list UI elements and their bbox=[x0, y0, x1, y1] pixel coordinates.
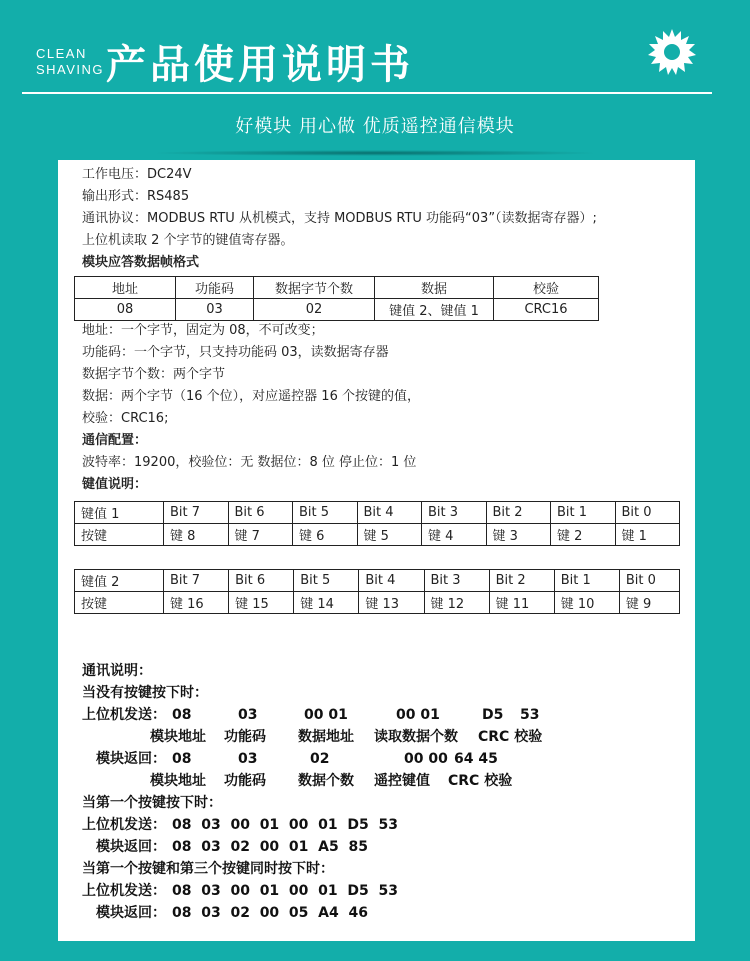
field-desc: 功能码 bbox=[224, 729, 266, 745]
data-line: 数据：两个字节（16 个位），对应遥控器 16 个按键的值， bbox=[82, 389, 420, 404]
table-cell: Bit 3 bbox=[422, 502, 487, 524]
table-cell: Bit 1 bbox=[551, 502, 616, 524]
table-cell: 校验 bbox=[494, 277, 599, 299]
key2-key-row bbox=[75, 592, 680, 614]
hex-byte: 64 45 bbox=[454, 751, 498, 767]
table-cell: 键 4 bbox=[422, 524, 487, 546]
brand-line-1: CLEAN bbox=[36, 46, 87, 61]
table-cell: 03 bbox=[176, 299, 254, 321]
first-key-title: 当第一个按键按下时： bbox=[82, 795, 222, 811]
no-key-send-row bbox=[82, 704, 540, 726]
table-cell: 键值 2 bbox=[75, 570, 164, 592]
decorative-shadow bbox=[150, 150, 600, 156]
output-line: 输出形式：RS485 bbox=[82, 189, 190, 204]
communication-section bbox=[82, 660, 543, 924]
table-cell: 按键 bbox=[75, 592, 164, 614]
key-value-2-table bbox=[74, 569, 680, 614]
frame-table-value-row bbox=[75, 299, 599, 321]
table-cell: 键 6 bbox=[293, 524, 358, 546]
table-cell: 键 5 bbox=[357, 524, 422, 546]
table-cell: 02 bbox=[254, 299, 375, 321]
config-line: 波特率：19200，校验位：无 数据位：8 位 停止位：1 位 bbox=[82, 455, 417, 470]
table-cell: Bit 5 bbox=[293, 502, 358, 524]
table-cell: Bit 0 bbox=[615, 502, 680, 524]
hex-byte: 00 01 bbox=[304, 707, 348, 723]
hex-byte: 53 bbox=[520, 707, 540, 723]
hex-sequence: 08 03 00 01 00 01 D5 53 bbox=[172, 883, 398, 899]
table-cell: 键 12 bbox=[424, 592, 489, 614]
return-label: 模块返回： bbox=[96, 839, 166, 855]
brand-line-2: SHAVING bbox=[36, 62, 105, 77]
table-cell: Bit 4 bbox=[359, 570, 424, 592]
table-cell: Bit 7 bbox=[164, 502, 229, 524]
hex-sequence: 08 03 02 00 01 A5 85 bbox=[172, 839, 368, 855]
table-cell: 键值 2、键值 1 bbox=[375, 299, 494, 321]
table-cell: 键 1 bbox=[615, 524, 680, 546]
protocol-line-2: 上位机读取 2 个字节的键值寄存器。 bbox=[82, 233, 294, 248]
table-cell: 键 9 bbox=[619, 592, 679, 614]
first-key-return-row bbox=[82, 836, 368, 858]
table-cell: Bit 1 bbox=[554, 570, 619, 592]
key1-bit-row bbox=[75, 502, 680, 524]
hex-sequence: 08 03 00 01 00 01 D5 53 bbox=[172, 817, 398, 833]
table-cell: 键 8 bbox=[164, 524, 229, 546]
send-label: 上位机发送： bbox=[82, 817, 166, 833]
send-label: 上位机发送： bbox=[82, 707, 166, 723]
table-cell: 功能码 bbox=[176, 277, 254, 299]
field-desc: 数据地址 bbox=[298, 729, 354, 745]
table-cell: 键 3 bbox=[486, 524, 551, 546]
key2-bit-row bbox=[75, 570, 680, 592]
table-cell: 键 11 bbox=[489, 592, 554, 614]
hex-byte: 02 bbox=[310, 751, 330, 767]
byte-count-line: 数据字节个数：两个字节 bbox=[82, 367, 226, 382]
field-desc: CRC 校验 bbox=[448, 773, 513, 789]
function-code-line: 功能码：一个字节，只支持功能码 03，读数据寄存器 bbox=[82, 345, 389, 360]
first-third-send-row bbox=[82, 880, 398, 902]
table-cell: Bit 4 bbox=[357, 502, 422, 524]
sunburst-logo-icon bbox=[648, 28, 696, 76]
field-desc: 模块地址 bbox=[150, 773, 206, 789]
no-key-return-desc-row bbox=[82, 770, 513, 792]
table-cell: 键 2 bbox=[551, 524, 616, 546]
hex-byte: 03 bbox=[238, 707, 258, 723]
table-cell: 键 15 bbox=[229, 592, 294, 614]
voltage-line: 工作电压：DC24V bbox=[82, 167, 192, 182]
field-desc: 读取数据个数 bbox=[374, 729, 458, 745]
protocol-line: 通讯协议：MODBUS RTU 从机模式，支持 MODBUS RTU 功能码“03”（读数据寄存器）; bbox=[82, 211, 597, 226]
comm-title: 通讯说明： bbox=[82, 663, 152, 679]
table-cell: 键 10 bbox=[554, 592, 619, 614]
address-line: 地址：一个字节，固定为 08，不可改变； bbox=[82, 323, 324, 338]
hex-byte: 08 bbox=[172, 707, 192, 723]
field-desc: 功能码 bbox=[224, 773, 266, 789]
table-cell: CRC16 bbox=[494, 299, 599, 321]
table-cell: 键值 1 bbox=[75, 502, 164, 524]
instruction-sheet bbox=[58, 160, 695, 941]
no-key-title: 当没有按键按下时： bbox=[82, 685, 208, 701]
table-cell: Bit 0 bbox=[619, 570, 679, 592]
key1-key-row bbox=[75, 524, 680, 546]
header-divider bbox=[22, 92, 712, 94]
checksum-line: 校验：CRC16; bbox=[82, 411, 169, 426]
hex-byte: 00 00 bbox=[404, 751, 448, 767]
table-cell: Bit 7 bbox=[164, 570, 229, 592]
table-cell: 键 7 bbox=[228, 524, 293, 546]
table-cell: 地址 bbox=[75, 277, 176, 299]
first-third-key-title: 当第一个按键和第三个按键同时按下时： bbox=[82, 861, 334, 877]
brand-text bbox=[36, 46, 104, 78]
table-cell: 键 13 bbox=[359, 592, 424, 614]
frame-format-title: 模块应答数据帧格式 bbox=[82, 255, 200, 270]
frame-table-header-row bbox=[75, 277, 599, 299]
table-cell: Bit 2 bbox=[489, 570, 554, 592]
field-desc: CRC 校验 bbox=[478, 729, 543, 745]
return-label: 模块返回： bbox=[96, 751, 166, 767]
table-cell: 键 14 bbox=[294, 592, 359, 614]
first-key-send-row bbox=[82, 814, 398, 836]
hex-byte: D5 bbox=[482, 707, 504, 723]
no-key-send-desc-row bbox=[82, 726, 543, 748]
table-cell: 数据字节个数 bbox=[254, 277, 375, 299]
table-cell: 键 16 bbox=[164, 592, 229, 614]
table-cell: Bit 2 bbox=[486, 502, 551, 524]
return-label: 模块返回： bbox=[96, 905, 166, 921]
hex-sequence: 08 03 02 00 05 A4 46 bbox=[172, 905, 368, 921]
frame-format-table bbox=[74, 276, 599, 321]
table-cell: Bit 6 bbox=[228, 502, 293, 524]
hex-byte: 08 bbox=[172, 751, 192, 767]
hex-byte: 00 01 bbox=[396, 707, 440, 723]
table-cell: Bit 6 bbox=[229, 570, 294, 592]
config-title: 通信配置： bbox=[82, 433, 148, 448]
first-third-return-row bbox=[82, 902, 368, 924]
field-desc: 遥控键值 bbox=[374, 773, 430, 789]
table-cell: Bit 5 bbox=[294, 570, 359, 592]
table-cell: 数据 bbox=[375, 277, 494, 299]
hex-byte: 03 bbox=[238, 751, 258, 767]
table-cell: 08 bbox=[75, 299, 176, 321]
send-label: 上位机发送： bbox=[82, 883, 166, 899]
table-cell: Bit 3 bbox=[424, 570, 489, 592]
key-value-1-table bbox=[74, 501, 680, 546]
field-desc: 模块地址 bbox=[150, 729, 206, 745]
no-key-return-row bbox=[82, 748, 498, 770]
key-value-title: 键值说明： bbox=[82, 477, 148, 492]
page-title: 产品使用说明书 bbox=[106, 42, 414, 88]
table-cell: 按键 bbox=[75, 524, 164, 546]
field-desc: 数据个数 bbox=[298, 773, 354, 789]
subtitle: 好模块 用心做 优质遥控通信模块 bbox=[235, 116, 515, 137]
